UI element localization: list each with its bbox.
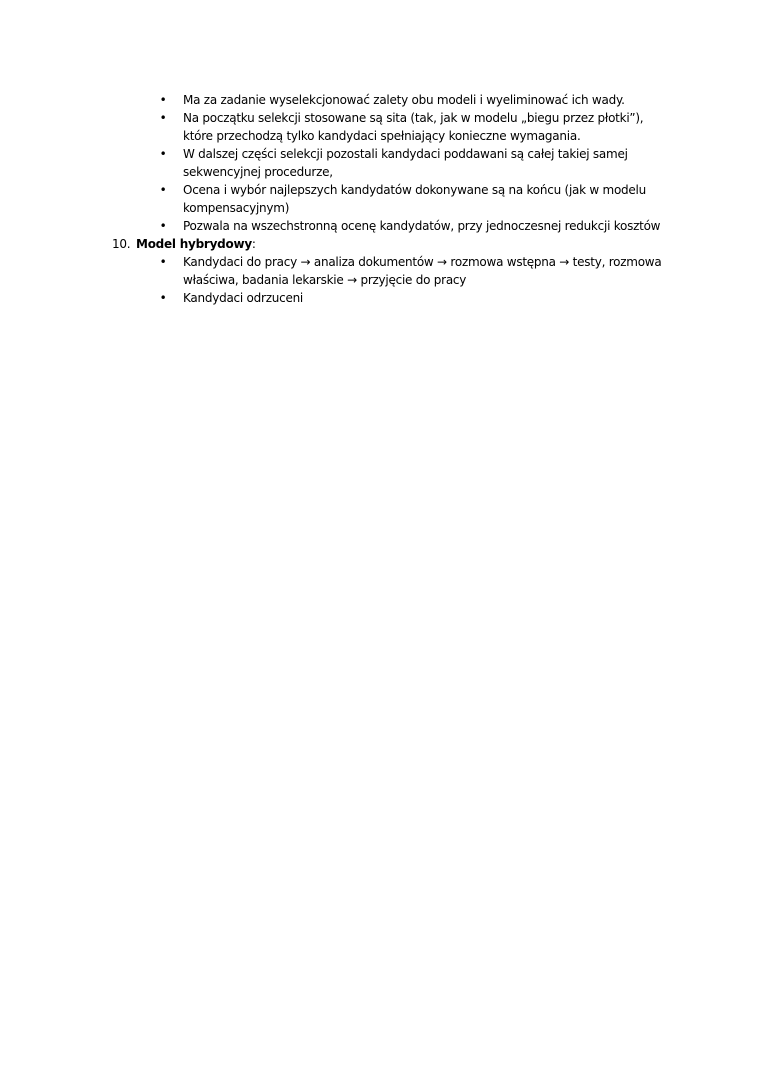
list-item <box>0 145 673 181</box>
bullet-icon: • <box>159 255 167 269</box>
section-title-suffix: : <box>251 237 256 251</box>
hybrid-model-list <box>0 253 760 307</box>
bullet-icon: • <box>159 93 167 107</box>
list-item-text: Ma za zadanie wyselekcjonować zalety obu modeli i wyeliminować ich wady. <box>183 93 625 107</box>
bullet-icon: • <box>159 291 167 305</box>
section-title: Model hybrydowy <box>136 237 252 251</box>
list-item <box>0 289 673 307</box>
hybrid-intro-list <box>0 91 760 235</box>
section-heading-10 <box>0 235 760 253</box>
list-item <box>0 91 673 109</box>
list-item-text: Kandydaci do pracy → analiza dokumentów → rozmowa wstępna → testy, rozmowa właściwa, badania lekarskie → przyjęcie do pracy <box>183 255 662 287</box>
list-item-text: Pozwala na wszechstronną ocenę kandydatów, przy jednoczesnej redukcji kosztów <box>183 219 661 233</box>
section-number: 10. <box>112 237 131 251</box>
list-item-text: Na początku selekcji stosowane są sita (tak, jak w modelu „biegu przez płotki”), które przechodzą tylko kandydaci spełniający konieczne wymagania. <box>183 111 644 143</box>
list-item <box>0 109 673 145</box>
list-item-text: W dalszej części selekcji pozostali kandydaci poddawani są całej takiej samej sekwencyjnej procedurze, <box>183 147 628 179</box>
page-content <box>0 91 760 307</box>
list-item-text: Kandydaci odrzuceni <box>183 291 304 305</box>
list-item-text: Ocena i wybór najlepszych kandydatów dokonywane są na końcu (jak w modelu kompensacyjnym) <box>183 183 646 215</box>
bullet-icon: • <box>159 147 167 161</box>
list-item <box>0 253 673 289</box>
bullet-icon: • <box>159 219 167 233</box>
list-item <box>0 181 673 217</box>
bullet-icon: • <box>159 183 167 197</box>
bullet-icon: • <box>159 111 167 125</box>
list-item <box>0 217 673 235</box>
